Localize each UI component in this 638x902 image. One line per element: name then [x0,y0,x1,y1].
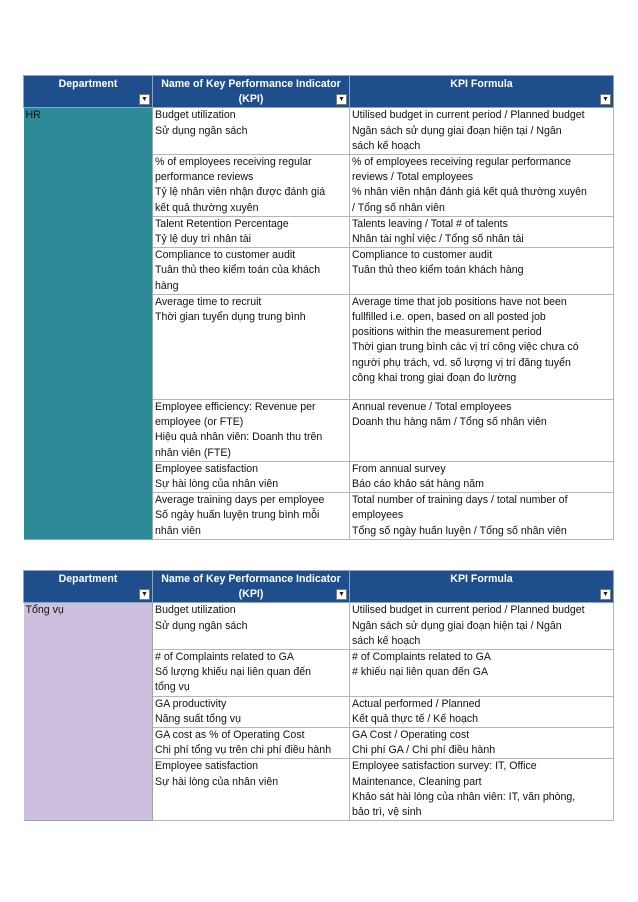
department-column-header [24,76,153,108]
kpi-name-cell [153,461,350,492]
table-row [24,108,614,155]
kpi-name-cell [153,108,350,155]
kpi-name-column-header [153,571,350,603]
department-header-label: Department [58,573,118,585]
kpi-name-line: hàng [155,279,179,292]
kpi-formula-line: positions within the measurement period [352,326,542,339]
filter-dropdown-icon[interactable]: ▼ [336,94,347,105]
kpi-name-line: GA cost as % of Operating Cost [155,729,305,742]
kpi-name-line: tổng vụ [155,681,190,694]
hr-kpi-table [23,75,614,540]
kpi-formula-cell [350,400,614,462]
kpi-formula-line: employees [352,509,404,522]
kpi-formula-line: Employee satisfaction survey: IT, Office [352,760,537,773]
kpi-formula-column-header [350,76,614,108]
kpi-formula-line: Tổng số ngày huấn luyện / Tổng số nhân viên [352,524,567,537]
kpi-formula-line: Thời gian trung bình các vị trí công việc chưa có [352,341,579,354]
kpi-formula-line: % of employees receiving regular performance [352,156,572,169]
kpi-name-line: GA productivity [155,697,227,710]
kpi-name-line: Chi phí tổng vụ trên chi phí điều hành [155,744,332,757]
kpi-formula-line: Ngân sách sử dụng giai đoạn hiện tại / Ngân [352,124,562,137]
kpi-name-cell [153,155,350,217]
kpi-formula-column-header [350,571,614,603]
kpi-name-line: Employee satisfaction [155,462,259,475]
kpi-name-line: Sử dụng ngân sách [155,124,248,137]
filter-dropdown-icon[interactable]: ▼ [139,94,150,105]
kpi-formula-cell [350,108,614,155]
kpi-name-column-header [153,76,350,108]
filter-dropdown-icon[interactable]: ▼ [600,589,611,600]
kpi-name-line: % of employees receiving regular [155,156,312,169]
kpi-name-line: Số lượng khiếu nại liên quan đến [155,666,311,679]
kpi-header-sublabel: (KPI) [238,93,264,106]
kpi-formula-line: fullfilled i.e. open, based on all posted job [352,311,546,324]
kpi-formula-line: Utilised budget in current period / Planned budget [352,604,585,617]
kpi-formula-line: reviews / Total employees [352,171,474,184]
kpi-name-line: Sự hài lòng của nhân viên [155,478,279,491]
kpi-formula-line: Actual performed / Planned [352,697,481,710]
kpi-name-line: Compliance to customer audit [155,249,296,262]
formula-header-label: KPI Formula [450,573,513,585]
kpi-name-cell [153,696,350,727]
kpi-name-cell [153,294,350,399]
kpi-formula-line: # khiếu nại liên quan đến GA [352,666,489,679]
kpi-formula-cell [350,461,614,492]
kpi-name-line: Average training days per employee [155,494,325,507]
kpi-formula-line: Doanh thu hàng năm / Tổng số nhân viên [352,416,547,429]
department-cell [24,603,153,821]
kpi-formula-line: Nhân tài nghỉ việc / Tổng số nhân tài [352,233,524,246]
kpi-formula-cell [350,603,614,650]
kpi-name-cell [153,650,350,697]
kpi-formula-line: GA Cost / Operating cost [352,729,470,742]
kpi-name-cell [153,493,350,540]
filter-dropdown-icon[interactable]: ▼ [600,94,611,105]
formula-header-label: KPI Formula [450,78,513,90]
kpi-formula-line: Maintenance, Cleaning part [352,775,482,788]
kpi-formula-line: Average time that job positions have not been [352,295,567,308]
kpi-formula-line: Tuân thủ theo kiểm toán khách hàng [352,264,524,277]
kpi-name-line: Tỷ lệ duy trì nhân tài [155,233,251,246]
department-name: HR [25,109,41,122]
kpi-formula-line: % nhân viên nhận đánh giá kết quả thường xuyên [352,186,587,199]
kpi-formula-line: # of Complaints related to GA [352,651,491,664]
kpi-formula-line: Chi phí GA / Chi phí điều hành [352,744,496,757]
ga-kpi-table [23,570,614,821]
kpi-name-line: nhân viên (FTE) [155,446,231,459]
kpi-name-line: Average time to recruit [155,295,262,308]
kpi-name-line: nhân viên [155,524,201,537]
kpi-name-line: Budget utilization [155,604,236,617]
department-column-header [24,571,153,603]
filter-dropdown-icon[interactable]: ▼ [139,589,150,600]
department-name: Tổng vụ [25,604,64,617]
kpi-formula-cell [350,155,614,217]
kpi-name-cell [153,400,350,462]
filter-dropdown-icon[interactable]: ▼ [336,589,347,600]
kpi-name-line: Sử dụng ngân sách [155,619,248,632]
kpi-header-label: Name of Key Performance Indicator [161,573,341,585]
kpi-name-line: performance reviews [155,171,254,184]
kpi-name-line: Sự hài lòng của nhân viên [155,775,279,788]
department-header-label: Department [58,78,118,90]
kpi-name-cell [153,216,350,247]
kpi-name-line: # of Complaints related to GA [155,651,294,664]
table-row [24,603,614,650]
kpi-formula-cell [350,696,614,727]
kpi-formula-line: Talents leaving / Total # of talents [352,217,508,230]
kpi-formula-line: Compliance to customer audit [352,249,493,262]
kpi-name-cell [153,248,350,295]
kpi-name-cell [153,759,350,821]
kpi-formula-line: người phụ trách, vd. số lượng vị trí đăng tuyển [352,356,571,369]
kpi-formula-line: bảo trì, vệ sinh [352,806,422,819]
kpi-formula-line: công khai trong giai đoạn đo lường [352,371,517,384]
kpi-name-cell [153,603,350,650]
kpi-formula-line: Total number of training days / total number of [352,494,568,507]
kpi-formula-line: Khảo sát hài lòng của nhân viên: IT, văn phòng, [352,790,576,803]
kpi-formula-cell [350,759,614,821]
kpi-formula-cell [350,493,614,540]
kpi-formula-line: sách kế hoạch [352,139,421,152]
kpi-name-cell [153,728,350,759]
kpi-header-sublabel: (KPI) [238,588,264,601]
kpi-formula-line: Ngân sách sử dụng giai đoạn hiện tại / Ngân [352,619,562,632]
department-cell [24,108,153,539]
kpi-formula-cell [350,650,614,697]
kpi-name-line: Employee efficiency: Revenue per [155,401,316,414]
kpi-formula-cell [350,216,614,247]
kpi-formula-line: / Tổng số nhân viên [352,201,445,214]
kpi-formula-cell [350,248,614,295]
kpi-formula-line: Kết quả thực tế / Kế hoạch [352,712,479,725]
kpi-name-line: employee (or FTE) [155,416,244,429]
kpi-formula-line: sách kế hoạch [352,634,421,647]
kpi-formula-line: Annual revenue / Total employees [352,401,512,414]
kpi-name-line: Tỷ lệ nhân viên nhận được đánh giá [155,186,326,199]
kpi-name-line: Budget utilization [155,109,236,122]
kpi-name-line: Năng suất tổng vụ [155,712,241,725]
kpi-name-line: Employee satisfaction [155,760,259,773]
kpi-formula-line: From annual survey [352,462,446,475]
kpi-name-line: Hiệu quả nhân viên: Doanh thu trên [155,431,323,444]
kpi-name-line: Số ngày huấn luyện trung bình mỗi [155,509,320,522]
kpi-formula-line: Báo cáo khảo sát hàng năm [352,478,484,491]
kpi-header-label: Name of Key Performance Indicator [161,78,341,90]
kpi-name-line: kết quả thường xuyên [155,201,259,214]
kpi-formula-cell [350,294,614,399]
kpi-name-line: Tuân thủ theo kiểm toán của khách [155,264,321,277]
kpi-formula-cell [350,728,614,759]
kpi-formula-line: Utilised budget in current period / Planned budget [352,109,585,122]
kpi-name-line: Talent Retention Percentage [155,217,289,230]
kpi-name-line: Thời gian tuyển dụng trung bình [155,311,306,324]
